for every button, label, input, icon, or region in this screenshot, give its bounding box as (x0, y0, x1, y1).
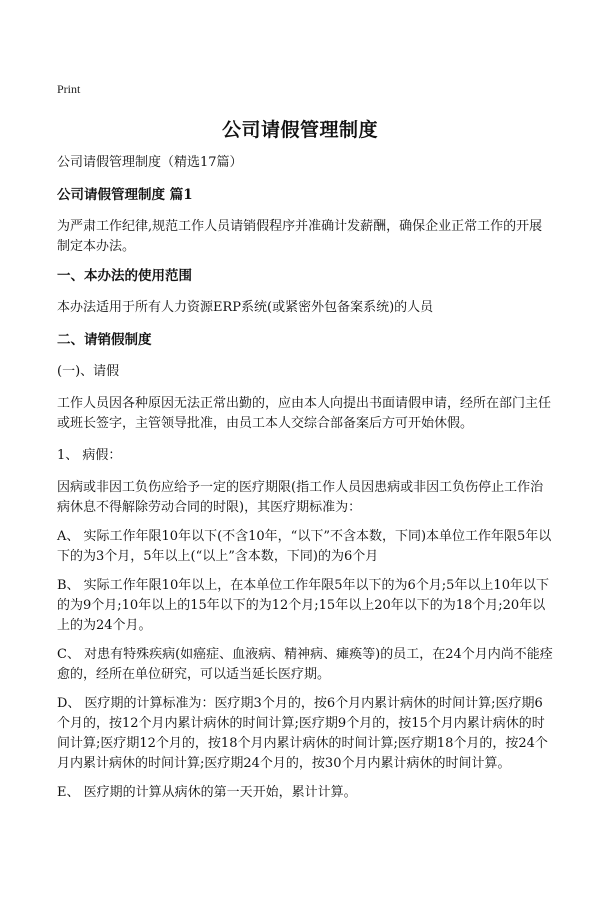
scope-paragraph: 本办法适用于所有人力资源ERP系统(或紧密外包备案系统)的人员 (57, 300, 434, 315)
leave-rule-paragraph: 工作人员因各种原因无法正常出勤的，应由本人向提出书面请假申请，经所在部门主任或班长签字，主管领导批准，由员工本人交综合部备案后方可开始休假。 (57, 396, 552, 431)
clause-a: A、 实际工作年限10年以下(不含10年，“以下”不含本数，下同)本单位工作年限5年以下的为3个月，5年以上(“以上”含本数，下同)的为6个月 (57, 529, 552, 564)
subheading-leave: (一)、请假 (57, 364, 120, 379)
document-subtitle: 公司请假管理制度（精选17篇） (57, 155, 243, 170)
clause-b: B、 实际工作年限10年以上，在本单位工作年限5年以下的为6个月;5年以上10年以下的为9个月;10年以上的15年以下的为12个月;15年以上20年以下的为18个月;20年以上的为24个月。 (57, 578, 549, 633)
section-heading: 公司请假管理制度 篇1 (57, 187, 193, 203)
heading-leave-system: 二、请销假制度 (57, 332, 152, 348)
sick-leave-definition: 因病或非因工负伤应给予一定的医疗期限(指工作人员因患病或非因工负伤停止工作治病休息不得解除劳动合同的时限)，其医疗期标准为： (57, 480, 544, 515)
document-title: 公司请假管理制度 (221, 119, 378, 141)
heading-scope: 一、本办法的使用范围 (57, 268, 192, 284)
document-body (57, 153, 555, 803)
clause-e: E、 医疗期的计算从病休的第一天开始，累计计算。 (57, 785, 357, 800)
print-link[interactable]: Print (57, 82, 81, 96)
item-sick-leave: 1、 病假： (57, 448, 122, 463)
clause-d: D、 医疗期的计算标准为：医疗期3个月的，按6个月内累计病休的时间计算;医疗期6个月的，按12个月内累计病休的时间计算;医疗期9个月的，按15个月内累计病休的时间计算;医疗期12个月的，按18个月内累计病休的时间计算;医疗期18个月的，按24个月内累计病休的时间计算;医疗期24个月的，按30个月内累计病休的时间计算。 (57, 696, 548, 771)
intro-paragraph: 为严肃工作纪律,规范工作人员请销假程序并准确计发薪酬，确保企业正常工作的开展制定本办法。 (57, 219, 543, 254)
clause-c: C、 对患有特殊疾病(如癌症、血液病、精神病、瘫痪等)的员工，在24个月内尚不能痊愈的，经所在单位研究，可以适当延长医疗期。 (57, 647, 553, 682)
